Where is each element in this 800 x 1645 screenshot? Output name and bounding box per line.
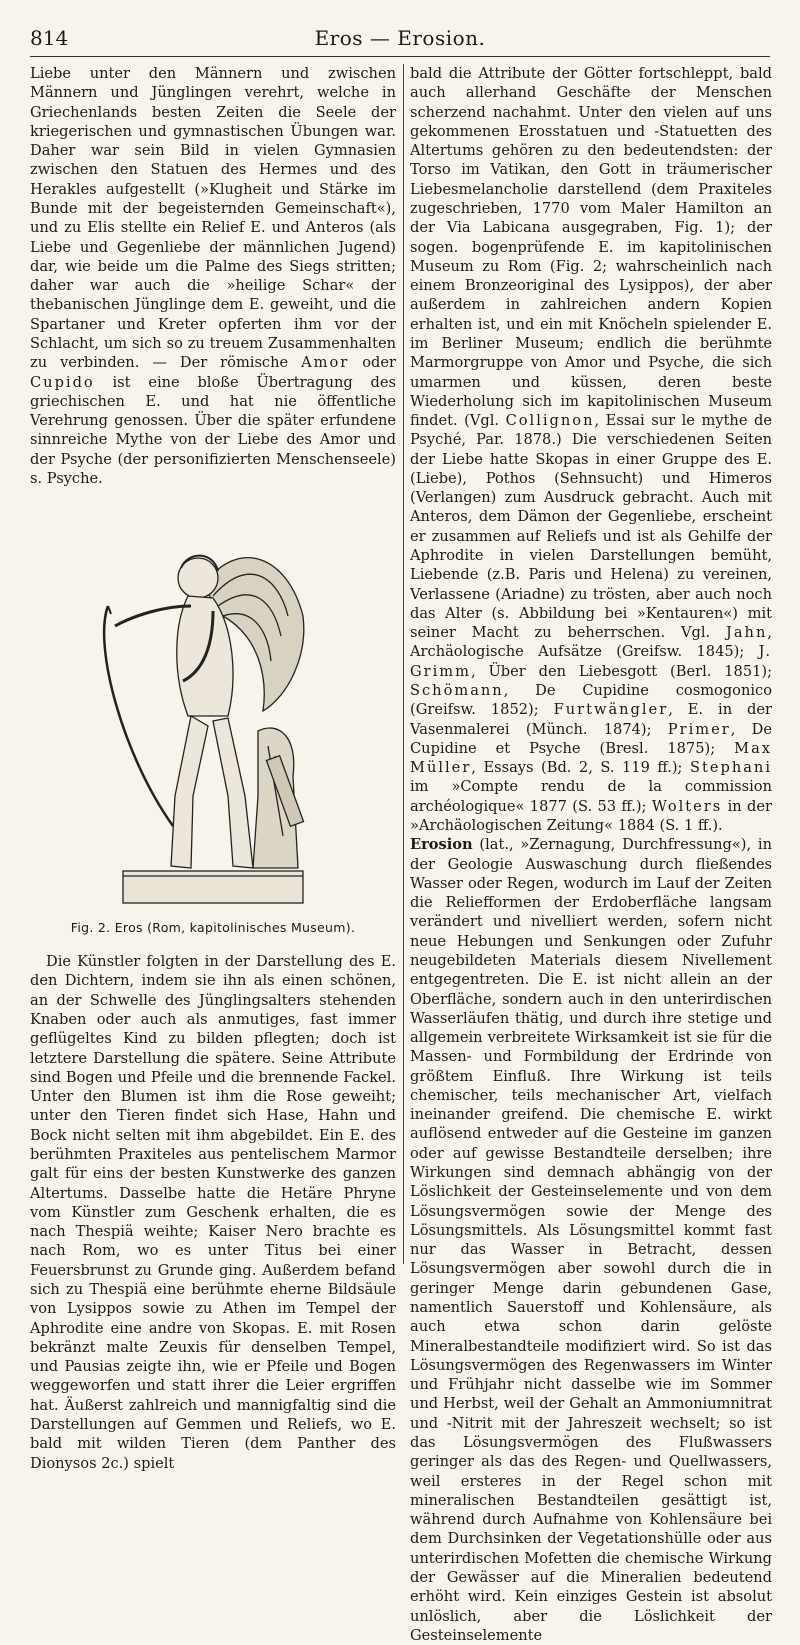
article-paragraph: bald die Attribute der Götter fortschleppt, bald auch allerhand Geschäfte der Menschen scherzend nachahmt. Unter den vielen auf uns gekommenen Erosstatuen und -Statuetten des Altertums gehören zu den bedeutendsten: der Torso im Vatikan, den Gott in träumerischer Liebesmelancholie darstellend (dem Praxiteles zugeschrieben, 1770 vom Maler Hamilton an der Via Labicana ausgegraben, Fig. 1); der sogen. bogenprüfende E. im kapitolinischen Museum zu Rom (Fig. 2; wahrscheinlich nach einem Bronzeoriginal des Lysippos), der aber außerdem in zahlreichen andern Kopien erhalten ist, und ein mit Knöcheln spielender E. im Berliner Museum; endlich die berühmte Marmorgruppe von Amor und Psyche, die sich umarmen und küssen, deren beste Wiederholung sich im kapitolinischen Museum findet. (Vgl. Collignon, Essai sur le mythe de Psyché, Par. 1878.) Die verschiedenen Seiten der Liebe hatte Skopas in einer Gruppe des E. (Liebe), Pothos (Sehnsucht) und Himeros (Verlangen) zum Ausdruck gebracht. Auch mit Anteros, dem Dämon der Gegenliebe, erscheint er zusammen auf Reliefs und ist als Gehilfe der Aphrodite in vielen Darstellungen bemüht, Liebende (z.B. Paris und Helena) zu vereinen, Verlassene (Ariadne) zu trösten, aber auch noch das Alter (s. Abbildung bei »Kentauren«) mit seiner Macht zu beherrschen. Vgl. Jahn, Archäologische Aufsätze (Greifsw. 1845); J. Grimm, Über den Liebesgott (Berl. 1851); Schömann, De Cupidine cosmogonico (Greifsw. 1852); Furtwängler, E. in der Vasenmalerei (Münch. 1874); Primer, De Cupidine et Psyche (Bresl. 1875); Max Müller, Essays (Bd. 2, S. 119 ff.); Stephani im »Compte rendu de la commission archéologique« 1877 (S. 53 ff.); Wolters in der »Archäologischen Zeitung« 1884 (S. 1 ff.).	[410, 65, 773, 834]
term-cupido: Cupido	[30, 373, 95, 391]
author-mueller: Max Müller	[410, 739, 772, 777]
author-primer: Primer	[667, 720, 731, 738]
author-grimm: J. Grimm	[410, 643, 772, 680]
article-paragraph: Liebe unter den Männern und zwischen Männern und Jünglingen verehrt, welche in Griechenlands besten Zeiten die Seele der kriegerischen und gymnastischen Übungen war. Daher war sein Bild in vielen Gymnasien zwischen den Statuen des Hermes und des Herakles aufgestellt (»Klugheit und Stärke im Bunde mit der begeisternden Gemeinschaft«), und zu Elis stellte ein Relief E. und Anteros (als Liebe und Gegenliebe der männlichen Jugend) dar, wie beide um die Palme des Siegs stritten; daher war auch die »heilige Schar« der thebanischen Jünglinge dem E. geweiht, und die Spartaner und Kreter opferten ihm vor der Schlacht, um sich so zu treuem Zusammenhalten zu verbinden. — Der römische Amor oder Cupido ist eine bloße Übertragung des griechischen E. und hat nie öffentliche Verehrung genossen. Über die später erfundene sinnreiche Mythe von der Liebe des Amor und der Psyche (der personifizierten Menschenseele) s. Psyche.	[30, 65, 396, 487]
left-column	[30, 64, 396, 1473]
author-wolters: Wolters	[651, 797, 723, 815]
article-paragraph-erosion: Erosion (lat., »Zernagung, Durchfressung«), in der Geologie Auswaschung durch fließendes Wasser oder Regen, wodurch im Lauf der Zeiten die Reliefformen der Erdoberfläche langsam verändert und nivelliert werden, sofern nicht neue Hebungen und Senkungen oder Zufuhr neugebildeten Materials diesem Nivellement entgegentreten. Die E. ist nicht allein an der Oberfläche, sondern auch in den unterirdischen Wasserläufen thätig, und durch ihre stetige und allgemein verbreitete Wirksamkeit ist sie für die Massen- und Formbildung der Erdrinde von größtem Einfluß. Ihre Wirkung ist teils chemischer, teils mechanischer Art, vielfach ineinander greifend. Die chemische E. wirkt auflösend entweder auf die Gesteine im ganzen oder auf gewisse Bestandteile derselben; ihre Wirkungen sind demnach abhängig von der Löslichkeit der Gesteinselemente und von dem Lösungsvermögen sowie der Menge des Lösungsmittels. Als Lösungsmittel kommt fast nur das Wasser in Betracht, dessen Lösungsvermögen aber sowohl durch die in geringer Menge darin gebundenen Gase, namentlich Sauerstoff und Kohlensäure, als auch etwa schon darin gelöste Mineralbestandteile modifiziert wird. So ist das Lösungsvermögen des Regenwassers im Winter und Frühjahr nicht dasselbe wie im Sommer und Herbst, weil der Gehalt an Ammoniumnitrat und -Nitrit mit der Jahreszeit wechselt; so ist das Lösungsvermögen des Flußwassers geringer als das des Regen- und Quellwassers, weil ersteres in der Regel schon mit mineralischen Bestandteilen gesättigt ist, während durch Aufnahme von Kohlensäure bei dem Durchsinken der Vegetationshülle oder aus unterirdischen Mofetten die chemische Wirkung der Gewässer auf die Mineralien bedeutend erhöht wird. Kein einziges Gestein ist absolut unlöslich, aber die Löslichkeit der Gesteinselemente	[410, 836, 772, 1644]
term-amor: Amor	[301, 354, 350, 372]
author-furtwaengler: Furtwängler	[553, 701, 669, 719]
page-header	[30, 22, 770, 57]
running-head: Eros — Erosion.	[314, 26, 486, 50]
right-column	[410, 64, 772, 1645]
figure-caption: Fig. 2. Eros (Rom, kapitolinisches Museum).	[70, 920, 356, 936]
page-number: 814	[30, 26, 69, 50]
author-stephani: Stephani	[689, 759, 772, 777]
figure-eros-statue	[30, 496, 396, 946]
article-paragraph: Die Künstler folgten in der Darstellung des E. den Dichtern, indem sie ihn als einen schönen, an der Schwelle des Jünglingsalters stehenden Knaben oder auch als anmutiges, fast immer geflügeltes Kind zu bilden pflegten; doch ist letztere Darstellung die spätere. Seine Attribute sind Bogen und Pfeile und die brennende Fackel. Unter den Blumen ist ihm die Rose geweiht; unter den Tieren findet sich Hase, Hahn und Bock nicht selten mit ihm abgebildet. Ein E. des berühmten Praxiteles aus pentelischem Marmor galt für eins der besten Kunstwerke des ganzen Altertums. Dasselbe hatte die Hetäre Phryne vom Künstler zum Geschenk erhalten, die es nach Thespiä weihte; Kaiser Nero brachte es nach Rom, wo es unter Titus bei einer Feuersbrunst zu Grunde ging. Außerdem befand sich zu Thespiä eine berühmte eherne Bildsäule von Lysippos sowie zu Athen im Tempel der Aphrodite eine andre von Skopas. E. mit Rosen bekränzt malte Zeuxis für denselben Tempel, und Pausias zeigte ihn, wie er Pfeile und Bogen weggeworfen und statt ihrer die Leier ergriffen hat. Äußerst zahlreich und mannigfaltig sind die Darstellungen auf Gemmen und Reliefs, wo E. bald mit wilden Tieren (dem Panther des Dionysos 2c.) spielt	[30, 953, 396, 1472]
lemma-erosion: Erosion	[410, 836, 473, 854]
eros-statue-illustration	[63, 496, 363, 916]
author-jahn: Jahn	[726, 624, 768, 642]
column-divider	[403, 64, 404, 1264]
author-schoemann: Schömann	[410, 682, 504, 699]
author-collignon: Collignon	[505, 412, 595, 430]
